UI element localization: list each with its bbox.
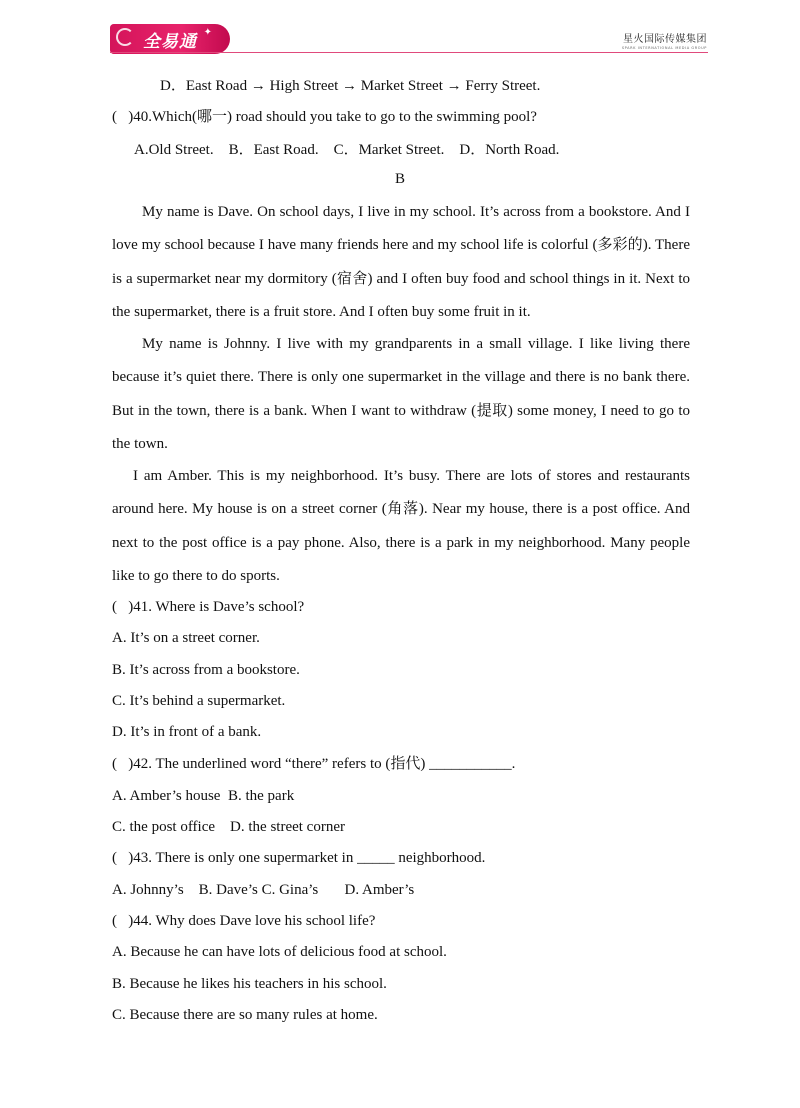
q39-option-d: D．East Road → High Street → Market Street → Ferry Street.	[160, 78, 541, 94]
logo-swirl-icon	[116, 28, 134, 46]
q41-option-d: D. It’s in front of a bank.	[112, 724, 262, 740]
brand-name-cn: 星火国际传媒集团	[623, 34, 707, 45]
q44-option-c: C. Because there are so many rules at home.	[112, 1007, 378, 1023]
publisher-brand	[622, 30, 707, 50]
q44-stem: ( )44. Why does Dave love his school life?	[112, 913, 376, 929]
sparkle-icon: ✦	[203, 27, 212, 38]
brand-name-en: SPARK INTERNATIONAL MEDIA GROUP	[621, 46, 707, 50]
header-rule	[110, 52, 708, 53]
q44-option-a: A. Because he can have lots of delicious food at school.	[112, 944, 447, 960]
logo-text: 全易通	[143, 31, 197, 52]
q42-options-ab: A. Amber’s house B. the park	[112, 788, 295, 804]
q40-options: A.Old Street. B．East Road. C．Market Street. D．North Road.	[134, 142, 560, 158]
q41-option-a: A. It’s on a street corner.	[112, 630, 260, 646]
q40-stem: ( )40.Which(哪一) road should you take to go to the swimming pool?	[112, 109, 537, 125]
passage-amber: I am Amber. This is my neighborhood. It’s busy. There are lots of stores and restaurants around here. My house is on a street corner (角落). Near my house, there is a post office. And next to the post office is a pay phone. Also, there is a park in my neighborhood. Many people like to go there to do sports.	[112, 468, 690, 584]
logo	[110, 24, 230, 54]
q42-options-cd: C. the post office D. the street corner	[112, 819, 345, 835]
q41-option-c: C. It’s behind a supermarket.	[112, 693, 286, 709]
q41-option-b: B. It’s across from a bookstore.	[112, 662, 300, 678]
q43-stem: ( )43. There is only one supermarket in _____ neighborhood.	[112, 850, 486, 866]
q44-option-b: B. Because he likes his teachers in his school.	[112, 976, 387, 992]
page-header	[0, 0, 800, 60]
q41-stem: ( )41. Where is Dave’s school?	[112, 599, 305, 615]
q43-options: A. Johnny’s B. Dave’s C. Gina’s D. Amber’s	[112, 882, 415, 898]
section-b-heading: B	[394, 171, 405, 187]
passage-dave: My name is Dave. On school days, I live in my school. It’s across from a bookstore. And I love my school because I have many friends here and my school life is colorful (多彩的). There is a supermarket near my dormitory (宿舍) and I often buy food and school things in it. Next to the supermarket, there is a fruit store. And I often buy some fruit in it.	[112, 204, 690, 320]
q42-stem: ( )42. The underlined word “there” refers to (指代) ___________.	[112, 756, 516, 772]
passage-johnny: My name is Johnny. I live with my grandparents in a small village. I like living there because it’s quiet there. There is only one supermarket in the village and there is no bank there. But in the town, there is a bank. When I want to withdraw (提取) some money, I need to go to the town.	[112, 336, 690, 452]
